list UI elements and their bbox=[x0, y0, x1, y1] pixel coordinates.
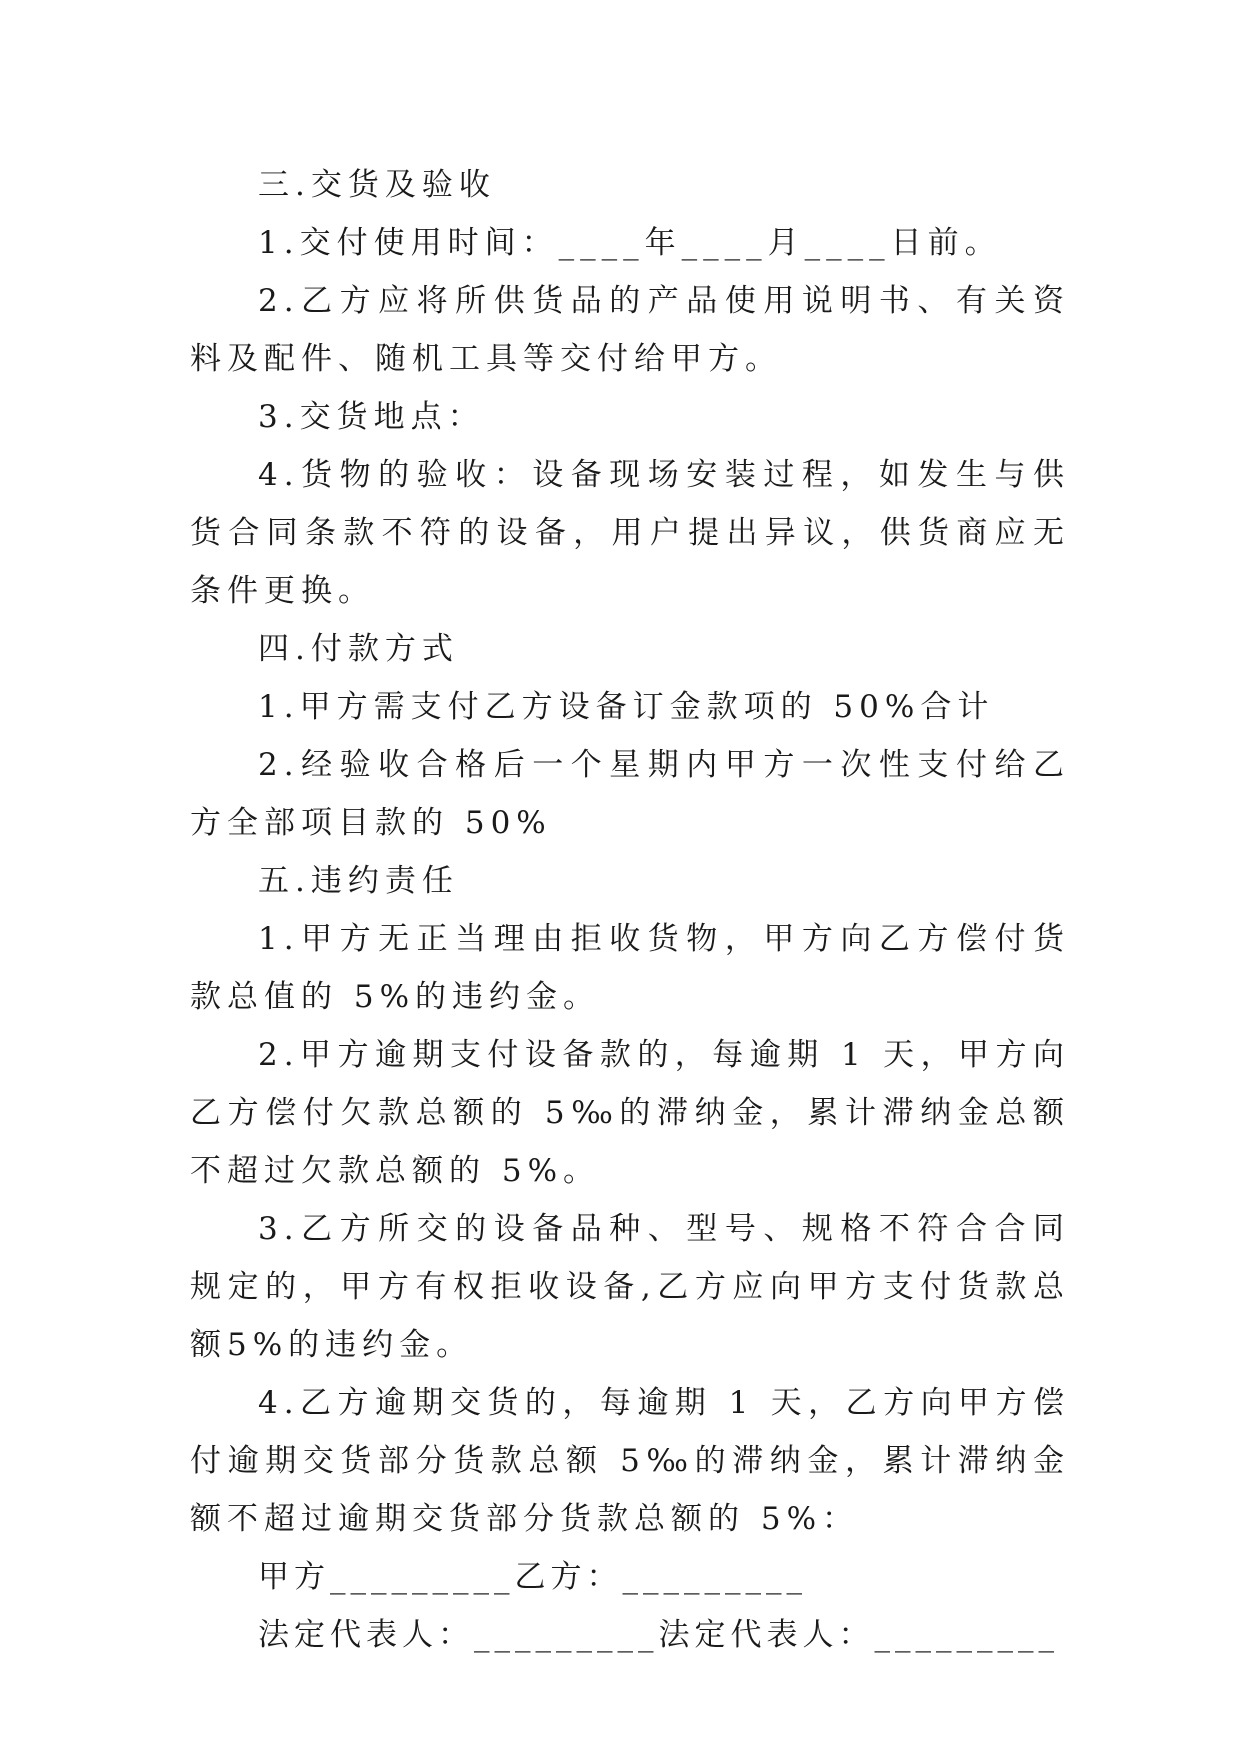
paragraph-late-delivery: 4.乙方逾期交货的，每逾期 1 天，乙方向甲方偿付逾期交货部分货款总额 5‰的滞纳金，累计滞纳金额不超过逾期交货部分货款总额的 5%： bbox=[190, 1385, 1070, 1537]
paragraph-delivery-place: 3.交货地点： bbox=[258, 399, 485, 435]
paragraph-nonconforming: 3.乙方所交的设备品种、型号、规格不符合合同规定的，甲方有权拒收设备,乙方应向甲方支付货款总额5%的违约金。 bbox=[190, 1211, 1070, 1363]
signature-representatives: 法定代表人：_________法定代表人：_________ bbox=[258, 1617, 1059, 1653]
paragraph-acceptance: 4.货物的验收：设备现场安装过程，如发生与供货合同条款不符的设备，用户提出异议，供货商应无条件更换。 bbox=[190, 457, 1070, 609]
paragraph-manuals: 2.乙方应将所供货品的产品使用说明书、有关资料及配件、随机工具等交付给甲方。 bbox=[190, 283, 1070, 377]
paragraph-delivery-time: 1.交付使用时间：____年____月____日前。 bbox=[258, 225, 1002, 261]
paragraph-final-payment: 2.经验收合格后一个星期内甲方一次性支付给乙方全部项目款的 50% bbox=[190, 747, 1070, 841]
section-heading-payment: 四.付款方式 bbox=[258, 631, 459, 667]
paragraph-late-payment: 2.甲方逾期支付设备款的，每逾期 1 天，甲方向乙方偿付欠款总额的 5‰的滞纳金，累计滞纳金总额不超过欠款总额的 5%。 bbox=[190, 1037, 1070, 1189]
document-body bbox=[190, 156, 1070, 1664]
signature-parties: 甲方_________乙方：_________ bbox=[258, 1559, 807, 1595]
paragraph-deposit: 1.甲方需支付乙方设备订金款项的 50%合计 bbox=[258, 689, 995, 725]
section-heading-liability: 五.违约责任 bbox=[258, 863, 459, 899]
section-heading-delivery: 三.交货及验收 bbox=[258, 167, 496, 203]
paragraph-refusal-penalty: 1.甲方无正当理由拒收货物，甲方向乙方偿付货款总值的 5%的违约金。 bbox=[190, 921, 1070, 1015]
